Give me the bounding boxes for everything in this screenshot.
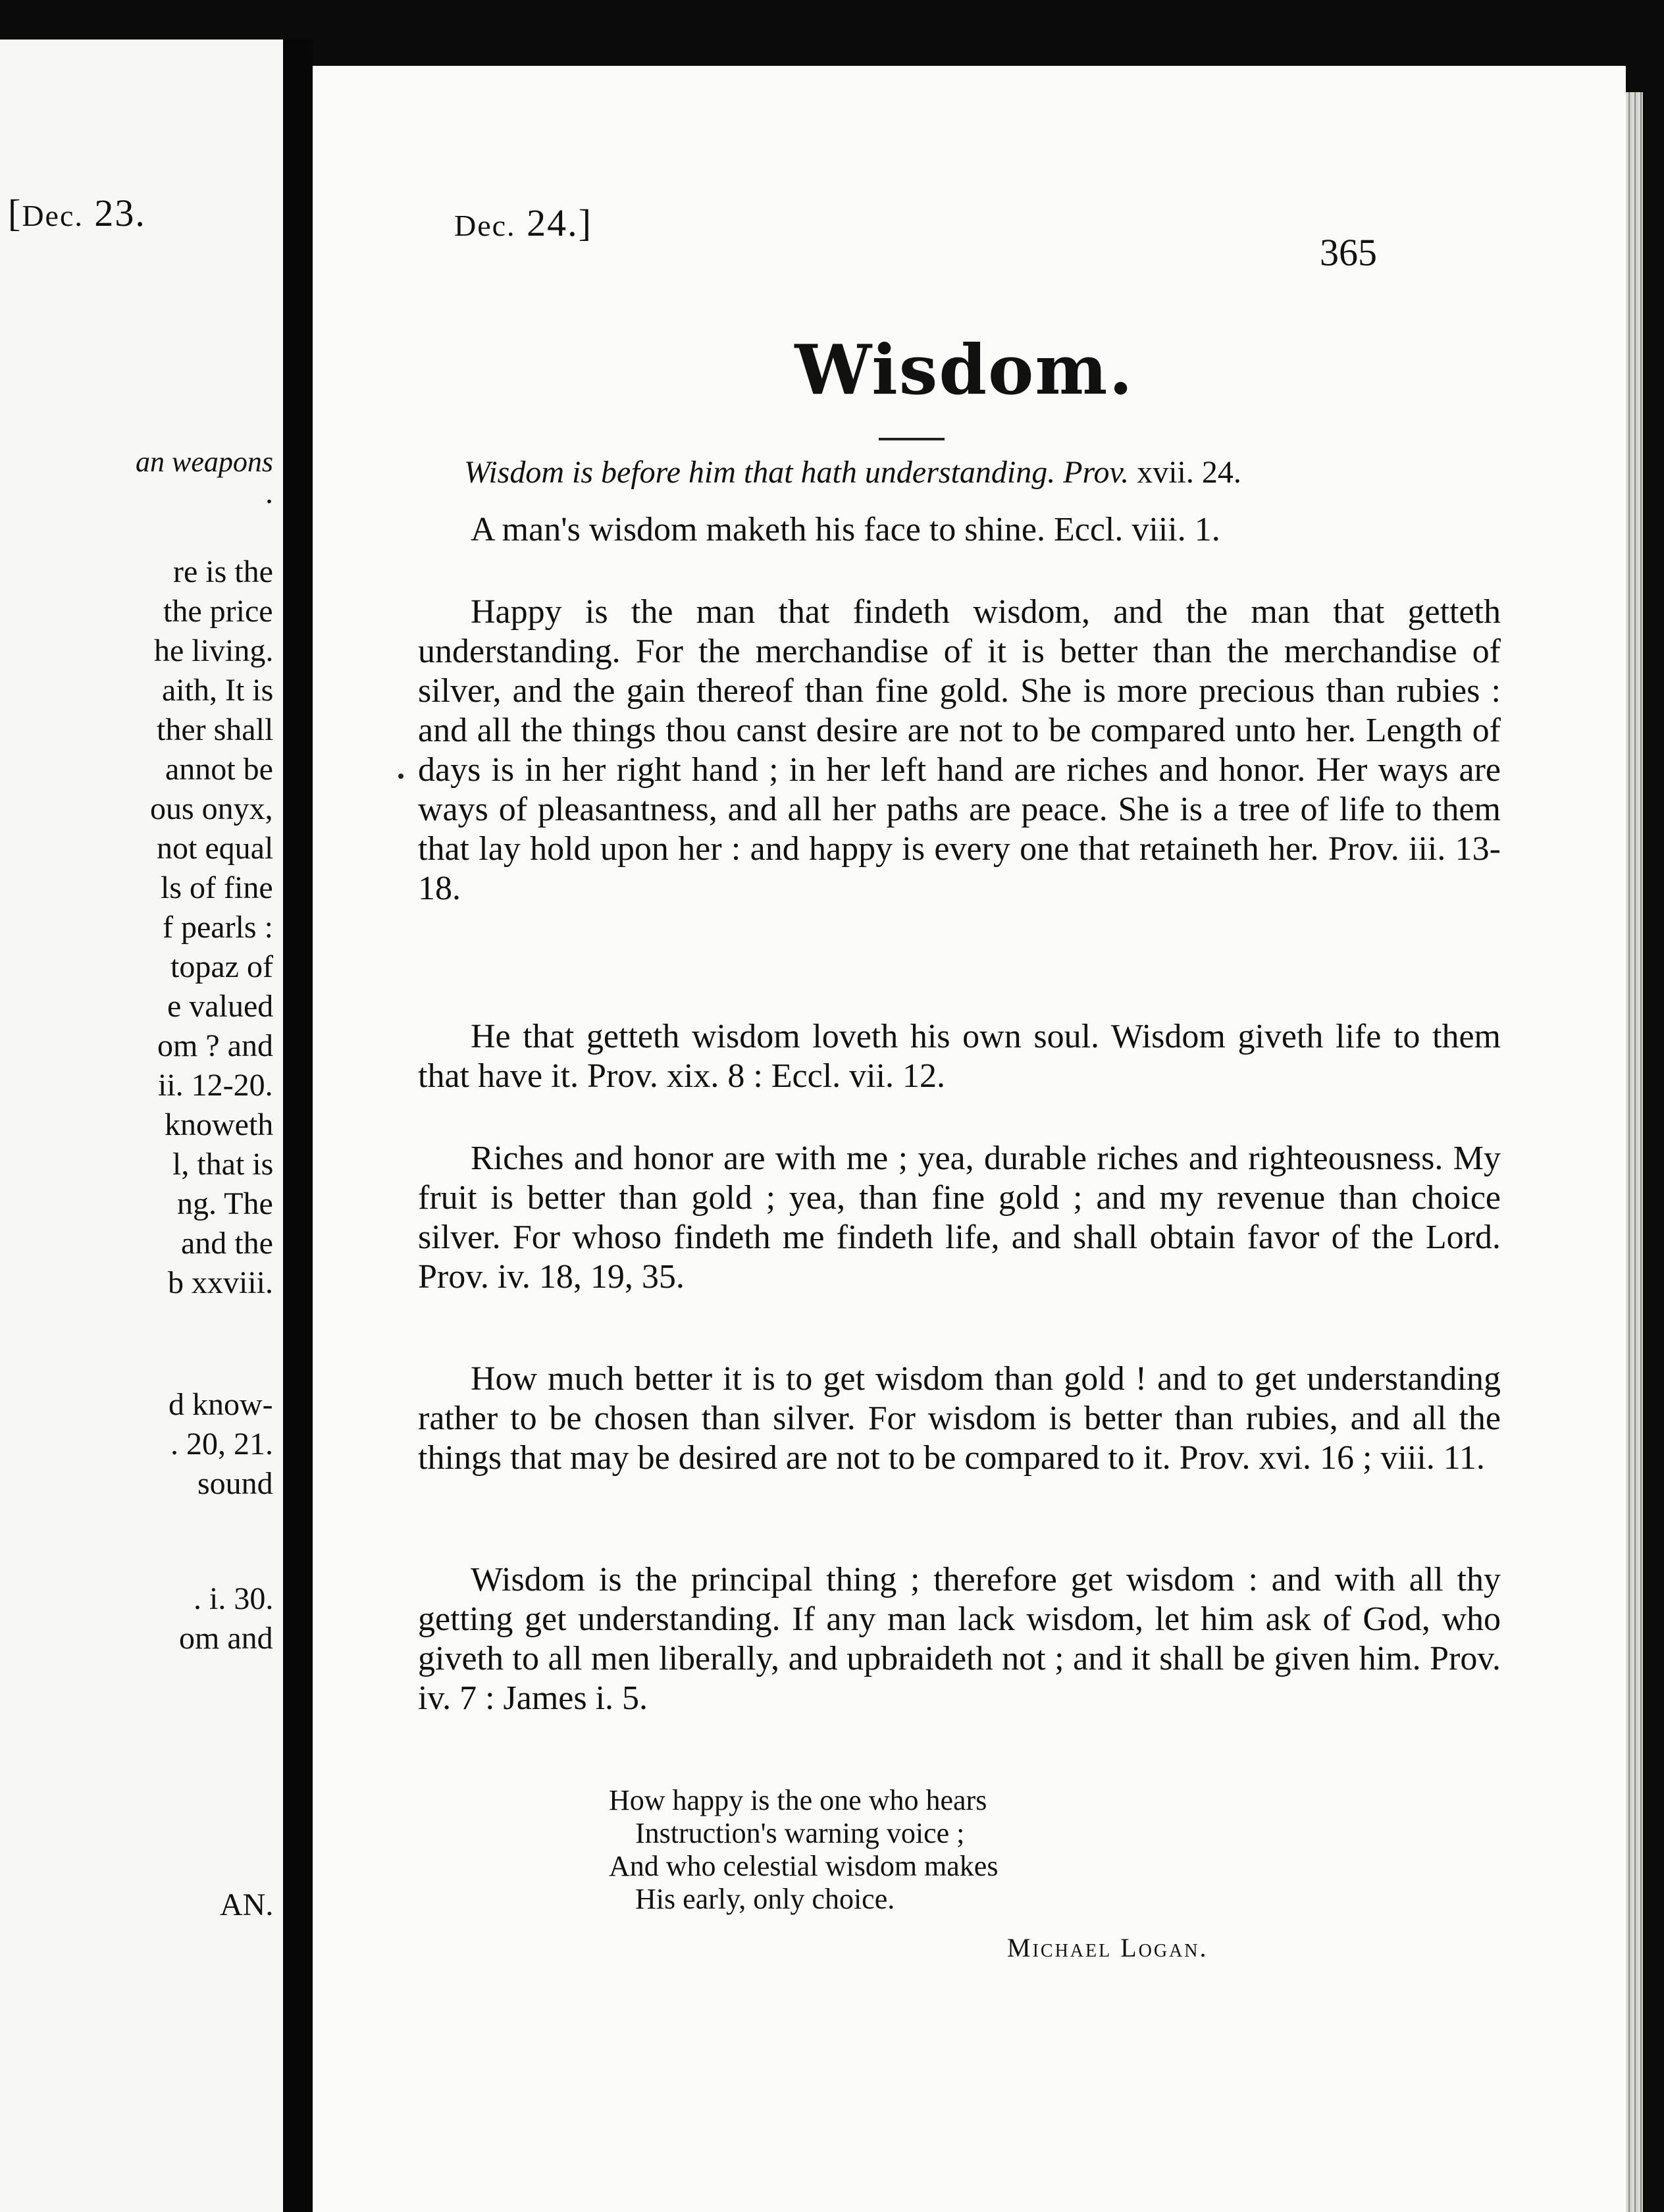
left-page <box>0 40 283 2212</box>
left-page-line: the price <box>163 594 273 629</box>
epigraph-ref-verse: xvii. 24. <box>1137 455 1241 490</box>
left-page-line: d know- <box>169 1387 273 1422</box>
left-page-text <box>0 40 274 2212</box>
page-title: Wisdom. <box>794 329 1134 410</box>
epigraph <box>464 454 1491 490</box>
page-number: 365 <box>1320 231 1377 274</box>
poem-line: Instruction's warning voice ; <box>635 1817 965 1849</box>
poem-line: And who celestial wisdom makes <box>609 1850 999 1882</box>
print-speck <box>398 774 403 779</box>
left-page-line: e valued <box>167 989 274 1024</box>
left-page-line: f pearls : <box>163 910 273 945</box>
header-day: 24.] <box>527 201 592 244</box>
left-page-line: om ? and <box>157 1028 273 1063</box>
left-page-line: sound <box>197 1466 273 1501</box>
paragraph: A man's wisdom maketh his face to shine. Eccl. viii. 1. <box>471 511 1220 548</box>
left-page-line: ng. The <box>177 1186 273 1221</box>
paragraph: Happy is the man that findeth wisdom, and the man that getteth understanding. For the merchandise of it is better than the merchandise of silver, and the gain thereof than fine gold. She is more precious than rubies : and all the things thou canst desire are not to be compared unto her. Length of days is in her right hand ; in her left hand are riches and honor. Her ways are ways of pleasantness, and all her paths are peace. She is a tree of life to them that lay hold upon her : and happy is every one that retaineth her. Prov. iii. 13-18. <box>418 593 1501 907</box>
page-edges <box>1626 92 1643 2212</box>
left-page-line: re is the <box>173 554 273 589</box>
poem-author: Michael Logan. <box>1007 1933 1209 1962</box>
right-page <box>313 66 1626 2212</box>
left-page-line: ii. 12-20. <box>158 1068 273 1103</box>
left-page-line: an weapons <box>136 446 273 478</box>
paragraph: Wisdom is the principal thing ; therefore get wisdom : and with all thy getting get understanding. If any man lack wisdom, let him ask of God, who giveth to all men liberally, and upbraideth not ; and it shall be given him. Prov. iv. 7 : James i. 5. <box>418 1561 1501 1717</box>
left-page-line: topaz of <box>170 949 273 984</box>
left-page-line: knoweth <box>165 1107 274 1142</box>
right-page-header <box>454 201 592 245</box>
left-page-line: ls of fine <box>161 870 273 905</box>
left-page-line: b xxviii. <box>168 1265 274 1300</box>
header-month: Dec. <box>22 199 84 232</box>
header-bracket: [ <box>8 192 22 234</box>
header-day: 23. <box>94 192 146 234</box>
epigraph-ref-book: Prov. <box>1063 455 1130 490</box>
header-month: Dec. <box>454 209 516 242</box>
paragraph: How much better it is to get wisdom than gold ! and to get understanding rather to be chosen than silver. For wisdom is better than rubies, and all the things that may be desired are not to be compared to it. Prov. xvi. 16 ; viii. 11. <box>418 1360 1501 1477</box>
epigraph-text: Wisdom is before him that hath understanding. <box>464 455 1056 490</box>
left-page-line: he living. <box>154 633 274 668</box>
left-page-line: not equal <box>157 831 274 866</box>
poem-line: His early, only choice. <box>635 1883 895 1915</box>
left-page-line: . 20, 21. <box>170 1427 273 1462</box>
left-page-line: l, that is <box>172 1147 274 1182</box>
poem <box>609 1784 1201 1916</box>
left-page-line: aith, It is <box>162 673 274 708</box>
left-page-line: om and <box>179 1621 273 1656</box>
left-page-line: and the <box>181 1226 273 1261</box>
left-page-line: AN. <box>220 1887 274 1922</box>
title-rule <box>879 438 945 440</box>
paragraph: He that getteth wisdom loveth his own soul. Wisdom giveth life to them that have it. Prov. xix. 8 : Eccl. vii. 12. <box>418 1018 1501 1095</box>
left-page-line: . <box>265 475 273 510</box>
left-page-line: ous onyx, <box>150 791 273 826</box>
poem-line: How happy is the one who hears <box>609 1784 987 1816</box>
left-page-line: . i. 30. <box>194 1581 274 1616</box>
book-gutter <box>283 40 313 2212</box>
left-page-line: annot be <box>165 752 273 787</box>
left-page-line: ther shall <box>157 712 274 747</box>
paragraph: Riches and honor are with me ; yea, durable riches and righteousness. My fruit is better than gold ; yea, than fine gold ; and my revenue than choice silver. For whoso findeth me findeth life, and shall obtain favor of the Lord. Prov. iv. 18, 19, 35. <box>418 1140 1501 1296</box>
